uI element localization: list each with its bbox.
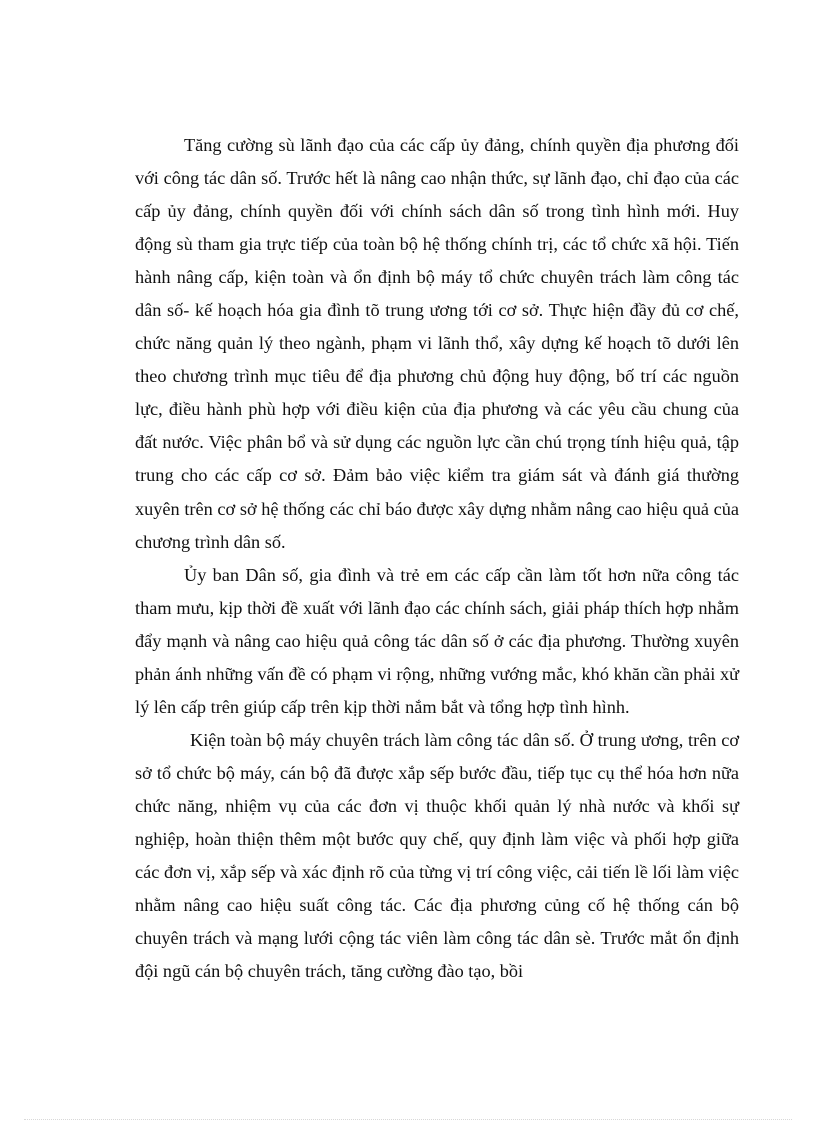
paragraph-apparatus: Kiện toàn bộ máy chuyên trách làm công tác dân số. Ở trung ương, trên cơ sở tổ chức bộ máy, cán bộ đã được xắp sếp bước đầu, tiếp tục cụ thể hóa hơn nữa chức năng, nhiệm vụ của các đơn vị thuộc khối quản lý nhà nước và khối sự nghiệp, hoàn thiện thêm một bước quy chế, quy định làm việc và phối hợp giữa các đơn vị, xắp sếp và xác định rõ của từng vị trí công việc, cải tiến lề lối làm việc nhằm nâng cao hiệu suất công tác. Các địa phương củng cố hệ thống cán bộ chuyên trách và mạng lưới cộng tác viên làm công tác dân sè. Trước mắt ổn định đội ngũ cán bộ chuyên trách, tăng cường đào tạo, bồi xyxy=(135,729,739,982)
page-bottom-border xyxy=(24,1119,792,1120)
paragraph-committee: Ủy ban Dân số, gia đình và trẻ em các cấp cần làm tốt hơn nữa công tác tham mưu, kịp thời đề xuất với lãnh đạo các chính sách, giải pháp thích hợp nhằm đẩy mạnh và nâng cao hiệu quả công tác dân số ở các địa phương. Thường xuyên phản ánh những vấn đề có phạm vi rộng, những vướng mắc, khó khăn cần phải xử lý lên cấp trên giúp cấp trên kịp thời nắm bắt và tổng hợp tình hình. xyxy=(135,564,739,717)
body-text xyxy=(135,129,739,988)
paragraph-leadership: Tăng cường sù lãnh đạo của các cấp ủy đảng, chính quyền địa phương đối với công tác dân số. Trước hết là nâng cao nhận thức, sự lãnh đạo, chỉ đạo của các cấp ủy đảng, chính quyền đối với chính sách dân số trong tình hình mới. Huy động sù tham gia trực tiếp của toàn bộ hệ thống chính trị, các tổ chức xã hội. Tiến hành nâng cấp, kiện toàn và ổn định bộ máy tổ chức chuyên trách làm công tác dân số- kế hoạch hóa gia đình tõ trung ương tới cơ sở. Thực hiện đầy đủ cơ chế, chức năng quản lý theo ngành, phạm vi lãnh thổ, xây dựng kế hoạch tõ dưới lên theo chương trình mục tiêu để địa phương chủ động huy động, bố trí các nguồn lực, điều hành phù hợp với điều kiện của địa phương và các yêu cầu chung của đất nước. Việc phân bổ và sử dụng các nguồn lực cần chú trọng tính hiệu quả, tập trung cho các cấp cơ sở. Đảm bảo việc kiểm tra giám sát và đánh giá thường xuyên trên cơ sở hệ thống các chỉ báo được xây dựng nhằm nâng cao hiệu quả của chương trình dân số. xyxy=(135,135,739,552)
